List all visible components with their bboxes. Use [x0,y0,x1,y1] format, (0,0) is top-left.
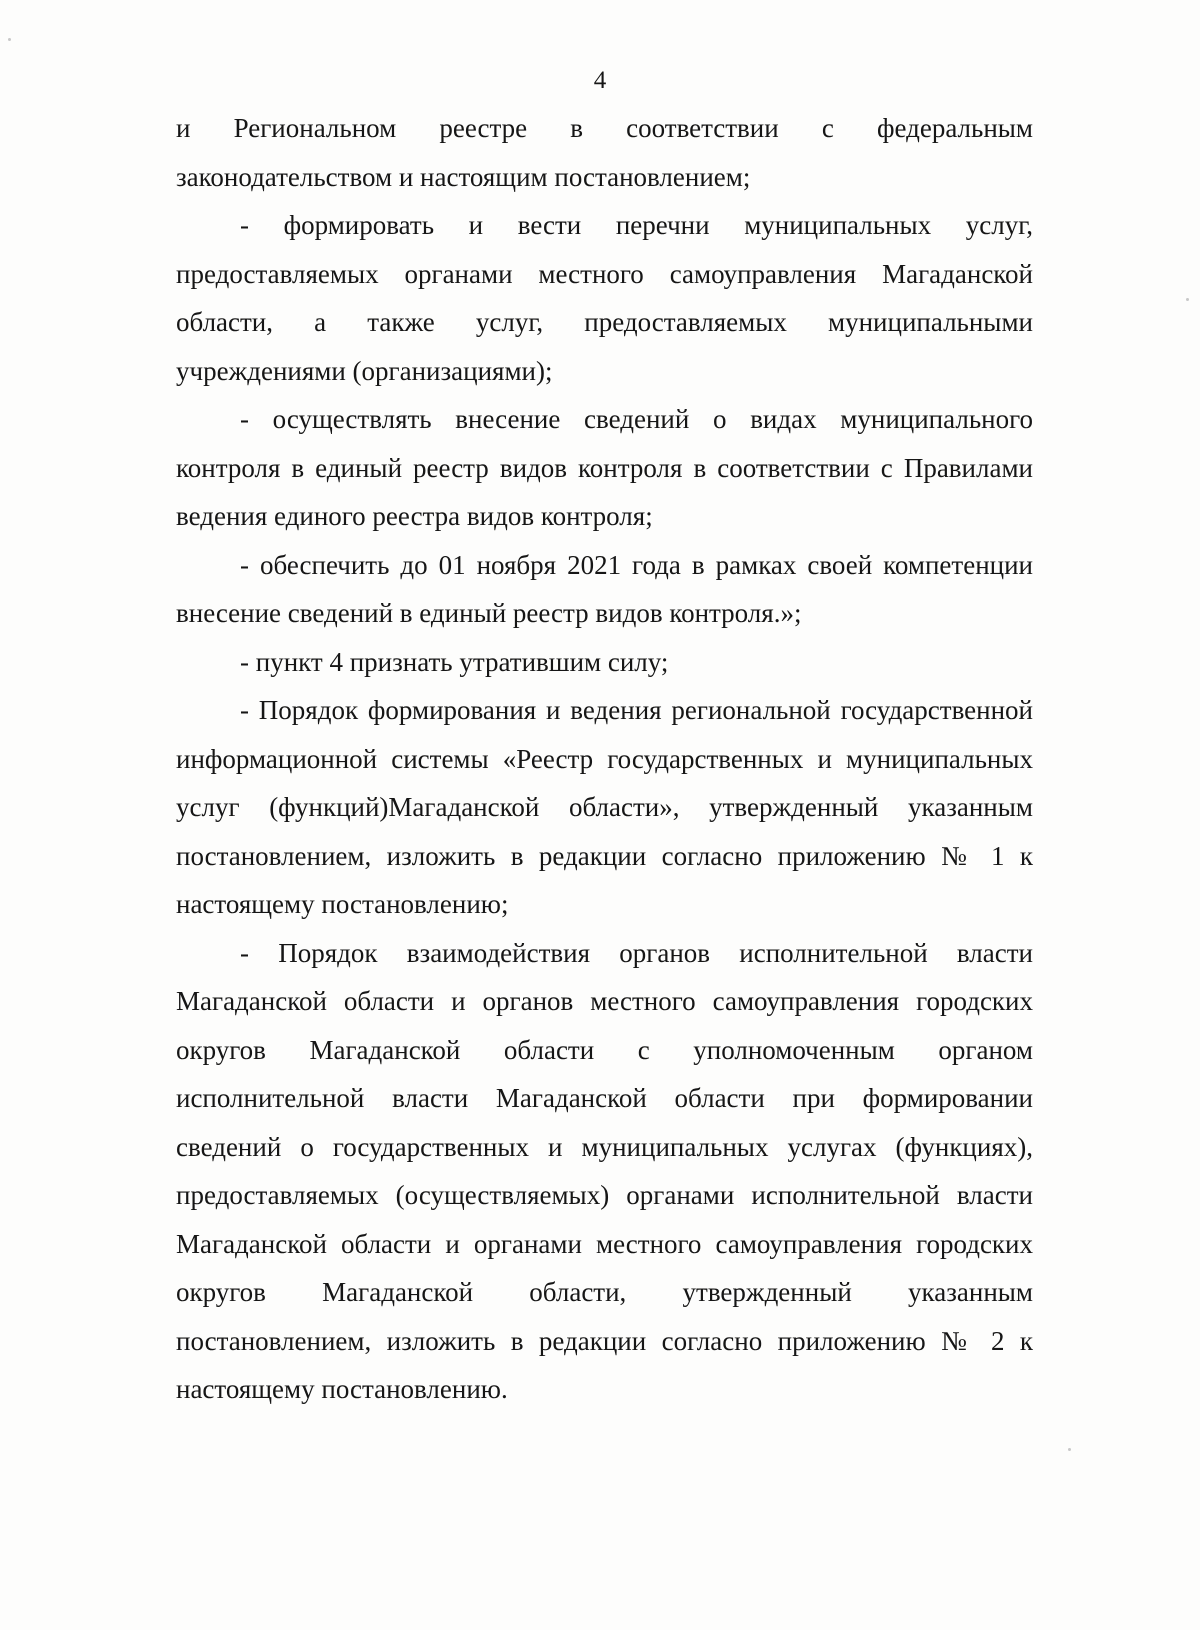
document-body [176,104,1033,1414]
paragraph-municipal-services-list: - формировать и вести перечни муниципальных услуг, предоставляемых органами местного самоуправления Магаданской области, а также услуг, предоставляемых муниципальными учреждениями (организациями); [176,210,1033,386]
paragraph-clause-4-repealed: - пункт 4 признать утратившим силу; [240,646,669,677]
scan-speck [1186,298,1189,301]
page-number: 4 [593,67,607,94]
scan-speck [8,38,11,41]
paragraph-deadline-november-2021: - обеспечить до 01 ноября 2021 года в рамках своей компетенции внесение сведений в единый реестр видов контроля.»; [176,549,1033,628]
paragraph-appendix-2-procedure: - Порядок взаимодействия органов исполнительной власти Магаданской области и органов местного самоуправления городских округов Магаданской области с уполномоченным органом исполнительной власти Магаданской области при формировании сведений о государственных и муниципальных услугах (функциях), предоставляемых (осуществляемых) органами исполнительной власти Магаданской области и органами местного самоуправления городских округов Магаданской области, утвержденный указанным постановлением, изложить в редакции согласно приложению № 2 к настоящему постановлению. [176,937,1033,1404]
paragraph-municipal-control-registry: - осуществлять внесение сведений о видах муниципального контроля в единый реестр видов контроля в соответствии с Правилами ведения единого реестра видов контроля; [176,404,1033,531]
paragraph-appendix-1-procedure: - Порядок формирования и ведения региональной государственной информационной системы «Реестр государственных и муниципальных услуг (функций)Магаданской области», утвержденный указанным постановлением, изложить в редакции согласно приложению № 1 к настоящему постановлению; [176,695,1033,919]
paragraph-registry-continuation: и Региональном реестре в соответствии с федеральным законодательством и настоящим постановлением; [176,113,1033,192]
scan-speck [1068,1448,1071,1451]
